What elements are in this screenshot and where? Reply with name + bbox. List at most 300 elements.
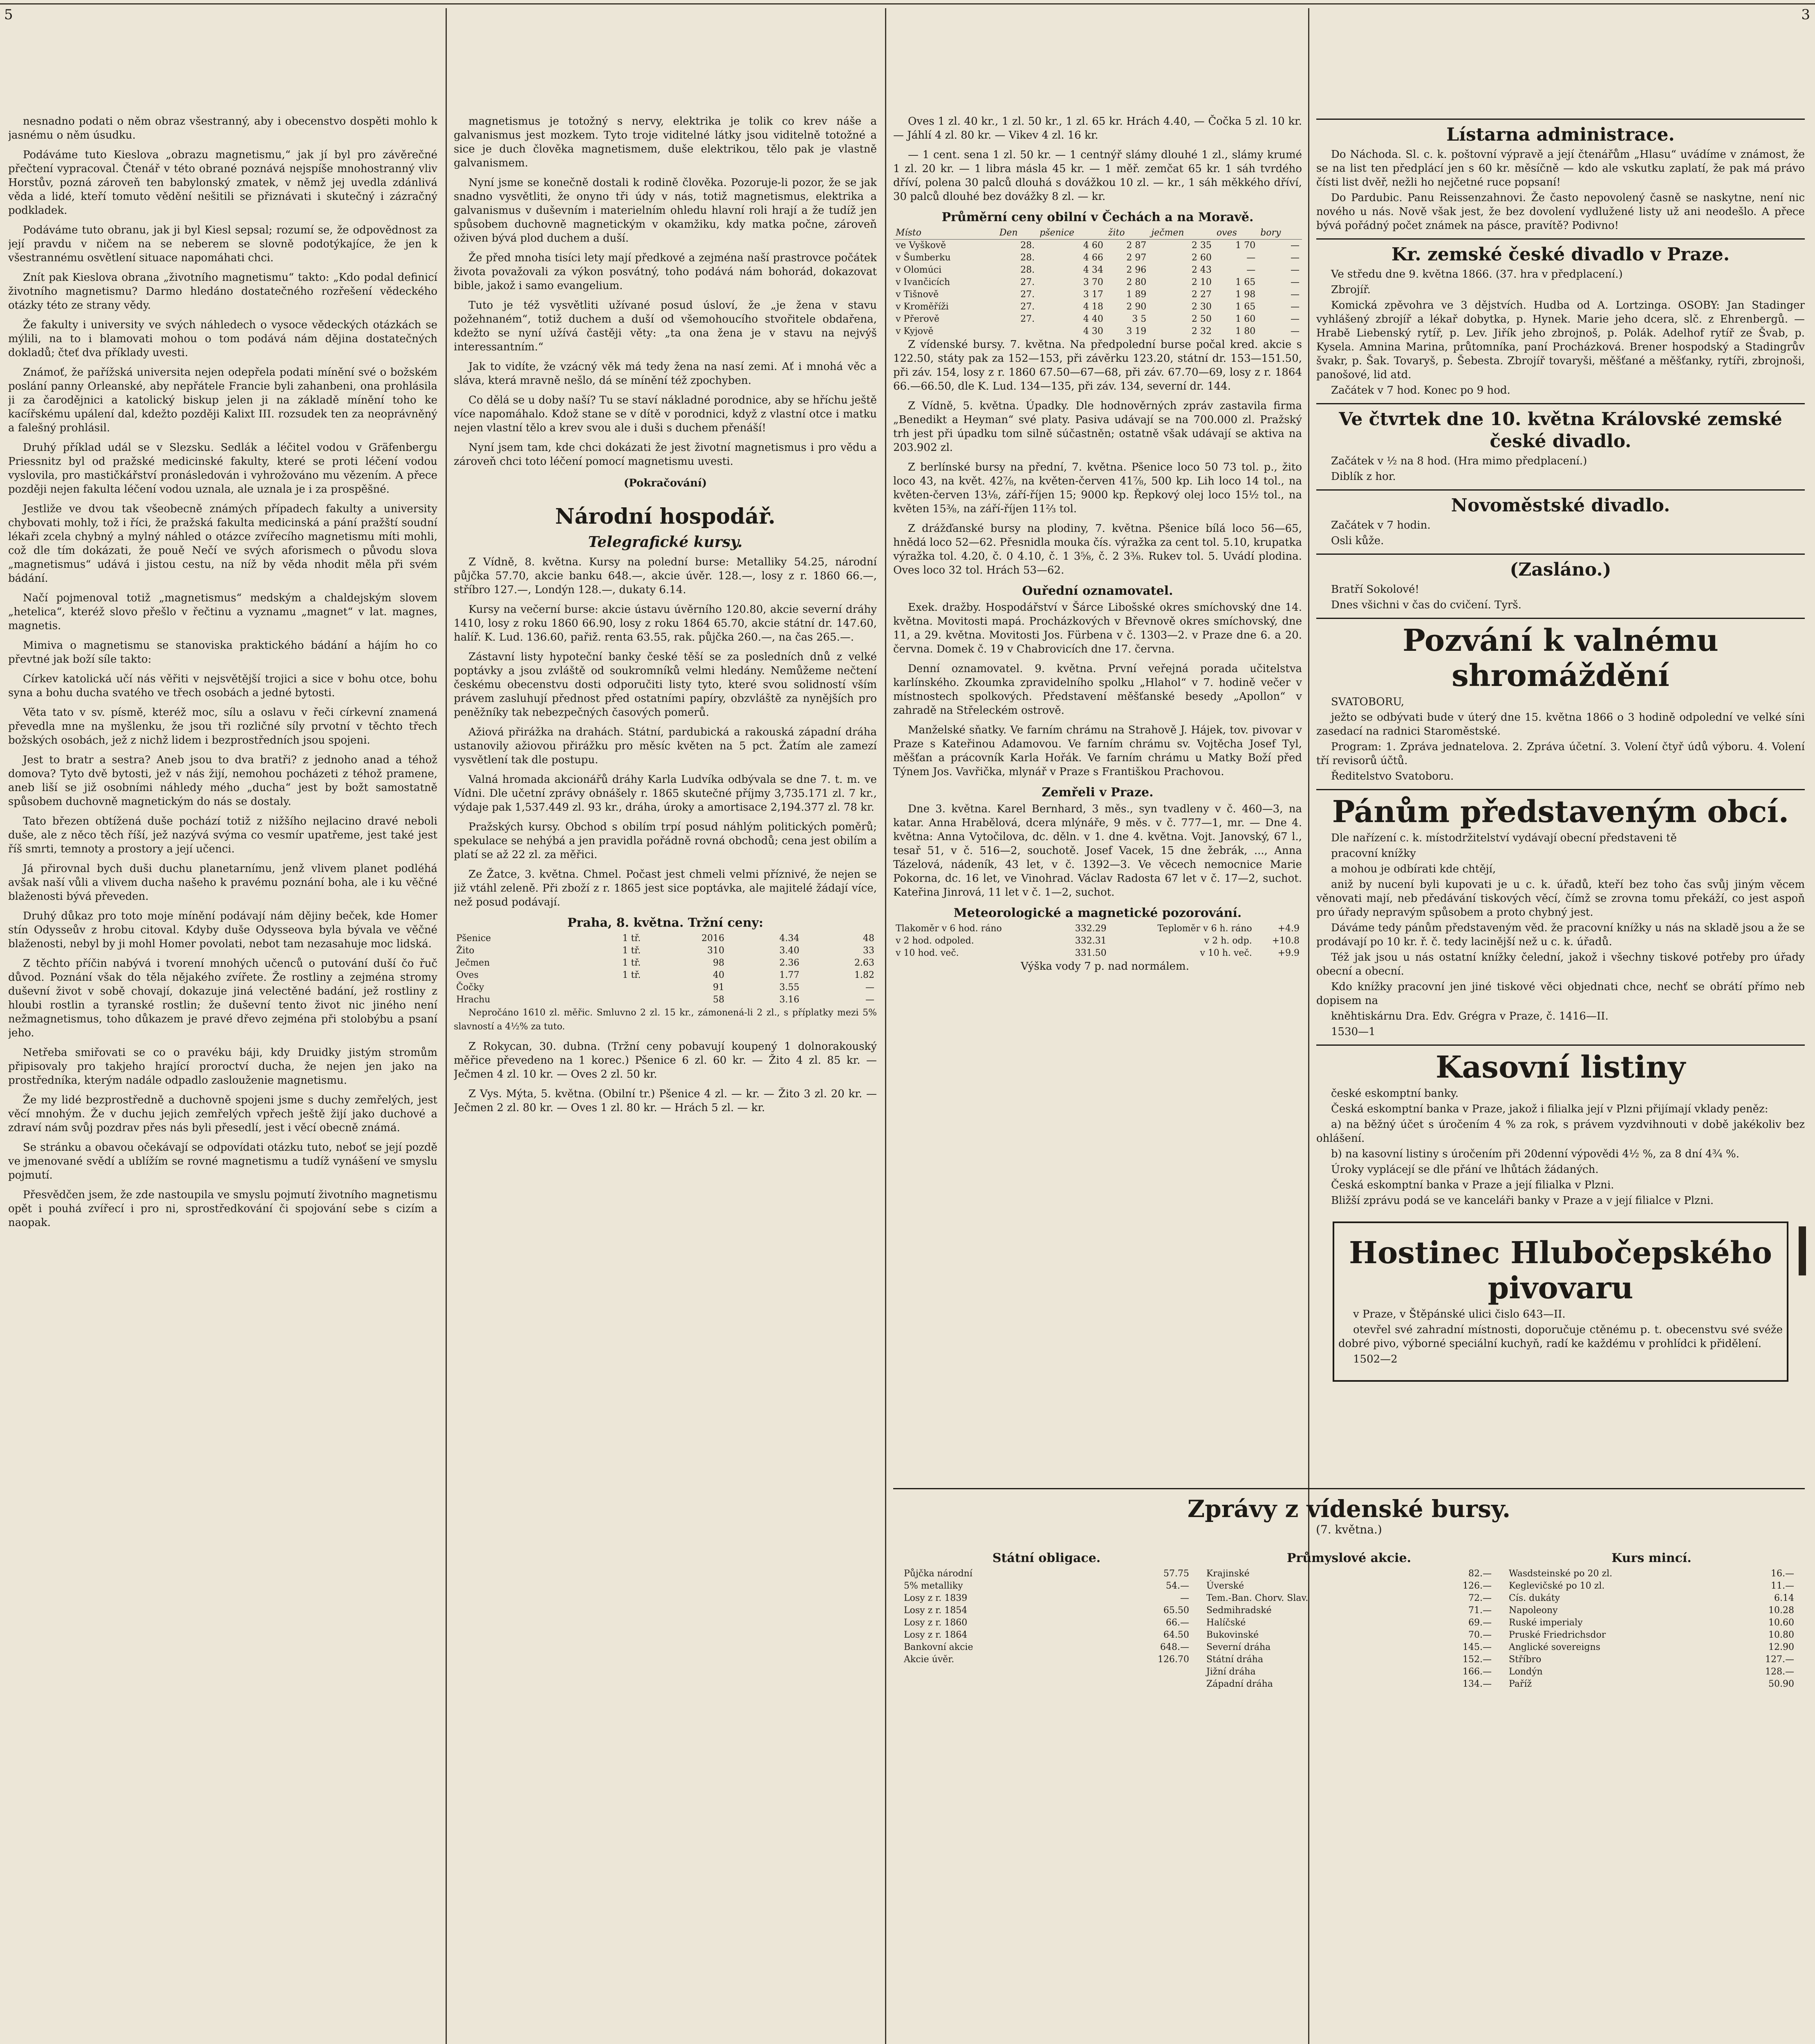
bourse-row-cell: Wasdsteinské po 20 zl. (1509, 1569, 1613, 1579)
announcement-paragraph: Exek. dražby. Hospodářství v Šárce Libošské okres smíchovský dne 14. května. Movitosti mapá. Procházkových v Břevnově okres smíchovský, dne 11, a 29. května. Movitosti Jos. Fürbena v č. 1303—2. v Praze dne 6. a 20. června. Domek č. 19 v Chabrovicích dne 17. června. (893, 601, 1302, 655)
market-row (454, 945, 877, 957)
weather-table (893, 923, 1302, 959)
bourse-row-cell: 145.— (1463, 1642, 1492, 1652)
advertisement-line: české eskomptní banky. (1331, 1087, 1459, 1100)
advertisement-line: b) na kasovní listiny s úročením při 20denní výpovědi 4½ %, za 8 dní 4¾ %. (1331, 1148, 1739, 1160)
bourse-row-cell: Napoleony (1509, 1605, 1558, 1616)
grain-price-row-cell: 3 5 (1132, 314, 1147, 324)
market-row-cell: 40 (713, 970, 724, 980)
advertisement-line: Program: 1. Zpráva jednatelova. 2. Zpráva účetní. 3. Volení čtyř údů výboru. 4. Volení tří revisorů účtů. (1316, 741, 1805, 767)
bourse-row-cell: 69.— (1468, 1618, 1492, 1628)
article-paragraph: Znít pak Kieslova obrana „životního magnetismu“ takto: „Kdo podal definicí životního magnetismu? Darmo hledáno dostatečného rozřešení vědeckého otázky této ze strany vědy. (8, 271, 437, 312)
market-row-cell: — (865, 982, 874, 993)
advertisement-line: Kdo knížky pracovní jen jiné tiskové věci objednati chce, nechť se obrátí přímo neb dopisem na (1316, 981, 1805, 1007)
bourse-row-cell: Tem.-Ban. Chorv. Slav. (1206, 1593, 1309, 1603)
bourse-row (901, 1629, 1192, 1641)
article-paragraph: Co dělá se u doby naší? Tu se staví nákladné porodnice, aby se hříchu ještě více napomáhalo. Kdož stane se v dítě v porodnici, když z vlastní otce i matku nejen vlastní tělo a krev svou ale i duši s duchem přenáší! (454, 394, 877, 434)
exchange-reports (893, 338, 1302, 577)
grain-prices-header-cell: oves (1214, 227, 1258, 240)
grain-prices-table (893, 227, 1302, 338)
advertisement-title: Novoměstské divadlo. (1451, 495, 1670, 516)
grain-price-row-cell: 4 30 (1083, 326, 1103, 336)
grain-price-row-cell: 2 30 (1191, 302, 1212, 312)
grain-price-row-cell: — (1291, 240, 1300, 251)
bourse-row-cell: — (1180, 1593, 1189, 1603)
bourse-row-cell: 16.— (1771, 1569, 1794, 1579)
market-row-cell: 1 tř. (622, 933, 641, 944)
bourse-row (1204, 1678, 1494, 1690)
article-paragraph: Jestliže ve dvou tak všeobecně známých případech fakulty a university chybovati mohly, tož i říci, že pražská fakulta medicinská a pání pražští soudní lékaři zcela chybný a mylný náhled o otázce zvířecího magnetismu míti mohli, což dle tím dokázati, že pouě Nečí ve svých aforismech o původu slova „magnetismus“ udává i jistou cestu, na níž by věda nhodit měla při svém bádání. (8, 503, 437, 585)
market-row-cell: Oves (456, 970, 479, 980)
grain-price-row-cell: v Ivančicích (896, 277, 950, 287)
grain-prices-header-cell: ječmen (1149, 227, 1214, 240)
article-paragraph: Tato březen obtížená duše pochází totiž z nižšího nejlacino dravé neboli duše, ale z něco těch říší, jež nazývá svýma co vesmír upatřeme, jest také jest říš smrti, temnoty a prostory a její učenci. (8, 815, 437, 855)
bourse-row (1204, 1592, 1494, 1605)
market-row-cell: 3.40 (779, 946, 800, 956)
bourse-row-cell: Pruské Friedrichsdor (1509, 1630, 1606, 1640)
market-row-cell: 1 tř. (622, 946, 641, 956)
bourse-row-cell: Bukovinské (1206, 1630, 1259, 1640)
article-paragraph: nesnadno podati o něm obraz všestranný, aby i obecenstvo dospěti mohlo k jasnému o něm úsudku. (8, 115, 437, 141)
bourse-row-cell: 127.— (1765, 1654, 1794, 1665)
article-paragraph: Podáváme tuto obranu, jak ji byl Kiesl sepsal; rozumí se, že odpovědnost za její pravdu v ničem na se neberem se slovně podotýkajíce, že jen k všestrannému osvětlení situace napomáhati chci. (8, 224, 437, 264)
market-row-cell: Hrachu (456, 995, 491, 1005)
market-row-cell: 3.16 (779, 995, 800, 1005)
advertisement-line: Začátek v 7 hodin. (1331, 519, 1431, 531)
grain-price-row-cell: 3 19 (1126, 326, 1147, 336)
grain-price-row-cell: 27. (1020, 302, 1035, 312)
weather-row-cell: +9.9 (1277, 948, 1300, 958)
weather-row (893, 947, 1302, 959)
advertisement-line: Začátek v ½ na 8 hod. (Hra mimo předplacení.) (1331, 455, 1587, 467)
article-paragraph: magnetismus je totožný s nervy, elektrika je tolik co krev náše a galvanismus jest mozkem. Tyto troje viditelné látky jsou viditelně totožné a sice je duch člověka magnetismem, duše elektrikou, tělo pak je vlastně galvanismem. (454, 115, 877, 169)
grain-price-row (893, 264, 1302, 276)
weather-row-cell: 331.50 (1075, 948, 1107, 958)
grain-price-row-cell: 2 32 (1191, 326, 1212, 336)
article-paragraph: Jest to bratr a sestra? Aneb jsou to dva bratři? z jednoho anad a téhož domova? Tyto dvě bytosti, jež v nás žijí, nemohou pocházeti z téhož pramene, aneb liší se již osobními náhledy mého „ducha“ jest by božt samostatně spůsobem duchovně magnetickým do nás se dostaly. (8, 754, 437, 808)
market-row-cell (573, 982, 643, 994)
advertisement-line: Diblík z hor. (1331, 471, 1396, 483)
grain-price-row (893, 301, 1302, 313)
article-paragraph: Věta tato v sv. písmě, kteréž moc, sílu a oslavu v řeči církevní znamená převedla mne na myšlenku, že jsou tři rozličné síly prvotní v těchto třech božských osobách, jež z nichž lidem i bezprostředních jsou spojeni. (8, 706, 437, 746)
grain-price-row-cell: 1 98 (1235, 289, 1256, 300)
grain-price-row-cell: — (1246, 265, 1256, 275)
bourse-row (901, 1580, 1192, 1592)
bourse-row-cell: Sedmihradské (1206, 1605, 1272, 1616)
grain-price-row-cell: 1 65 (1235, 302, 1256, 312)
market-row (454, 932, 877, 945)
column-1 (8, 114, 437, 2044)
advertisement (1316, 403, 1805, 489)
bourse-row-cell: Cís. dukáty (1509, 1593, 1560, 1603)
advertisement (1316, 1044, 1805, 1213)
bourse-row (1506, 1666, 1797, 1678)
bourse-row-cell: Losy z r. 1860 (904, 1618, 968, 1628)
weather-row-cell: v 2 h. odp. (1204, 936, 1252, 946)
grain-price-row-cell: 28. (1020, 253, 1035, 263)
article-paragraph: Já přirovnal bych duši duchu planetarnímu, jenž vlivem planet podléhá avšak naší vůli a vlivem ducha našeho k pravému poznání boha, ale i ku věčné blaženosti bývá převeden. (8, 863, 437, 903)
grain-price-row-cell: — (1291, 289, 1300, 300)
grain-price-row-cell: 4 66 (1083, 253, 1103, 263)
market-row-cell: 1 tř. (622, 970, 641, 980)
market-row-cell: 48 (863, 933, 874, 944)
grain-prices-header-cell: Den (997, 227, 1037, 240)
grain-price-row-cell: 3 70 (1083, 277, 1103, 287)
advertisement-line: Úroky vyplácejí se dle přání ve lhůtách žádaných. (1331, 1163, 1599, 1176)
market-row-cell: 91 (713, 982, 724, 993)
market-row-cell: 1.82 (854, 970, 874, 980)
telegraph-paragraph: Z Vídně, 8. května. Kursy na polední burse: Metalliky 54.25, národní půjčka 57.70, akcie banku 648.—, akcie úvěr. 128.—, losy z r. 1860 66.—, stříbro 127.—, Londýn 128.—, dukaty 6.14. (454, 556, 877, 596)
bourse-row-cell: Akcie úvěr. (904, 1654, 955, 1665)
economy-paragraph: Zástavní listy hypoteční banky české těší se za posledních dnů z velké poptávky a jsou zvláště od soukromníků velmi hledány. Nemůžeme nečtení českému obecenstvu dosti odporučiti listy tyto, které svou solidností vším právem zasluhují přednost před ostatními papíry, obzvláště za nynějších pro peněžníky tak nebezpečných časových pomerů. (454, 651, 877, 719)
bourse-row-cell: 11.— (1771, 1581, 1794, 1591)
grain-price-row (893, 325, 1302, 338)
telegraph-courses (454, 555, 877, 644)
feuilleton-continuation-label: (Pokračování) (623, 477, 707, 489)
grain-price-row-cell: 4 40 (1083, 314, 1103, 324)
advertisement-title: Pánům představeným obcí. (1332, 794, 1789, 829)
market-row-cell: 2.63 (854, 958, 874, 968)
bourse-row-cell: 50.90 (1768, 1679, 1794, 1689)
regional-markets (454, 1040, 877, 1115)
market-prices-title: Praha, 8. května. Tržní ceny: (567, 916, 764, 930)
economy-paragraph: Valná hromada akcionářů dráhy Karla Ludvíka odbývala se dne 7. t. m. ve Vídni. Dle učetní zprávy obnášely r. 1865 skutečné příjmy 3,735.171 zl. 7 kr., výdaje pak 1,537.449 zl. 93 kr., dráha, úroky a amortisace 2,194.377 zl. 78 kr. (454, 773, 877, 814)
grain-price-row-cell: 1 65 (1235, 277, 1256, 287)
economy-paragraph: Ažiová přirážka na drahách. Státní, pardubická a rakouská západní dráha ustanovily ažiovou přirážku pro měsíc květen na 5 pct. Žatím ale zamezí vysvětlení tak dle postupu. (454, 726, 877, 766)
feuilleton-magnetism (8, 114, 437, 1230)
article-paragraph: Že fakulty i university ve svých náhledech o vysoce vědeckých otázkách se mýlili, na to i blamovati mohou o tom podává nám dějina dostatečných dokladů; čteť dva příklady uvesti. (8, 319, 437, 359)
bourse-row-cell: 126.70 (1158, 1654, 1189, 1665)
article-paragraph: Církev katolická učí nás věřiti v nejsvětější trojici a sice v bohu otce, bohu syna a bohu ducha svatého ve třech osobách a jedné bytosti. (8, 673, 437, 699)
grain-price-row-cell: — (1291, 326, 1300, 336)
telegraph-paragraph: Kursy na večerní burse: akcie ústavu úvěrního 120.80, akcie severní dráhy 1410, losy z roku 1860 66.90, losy z roku 1864 65.70, akcie státní dr. 147.60, halíř. K. Lud. 136.60, pařiž. renta 63.55, rak. půjčka 260.—, na čas 265.—. (454, 603, 877, 643)
advertisement-line: Komická zpěvohra ve 3 dějstvích. Hudba od A. Lortzinga. OSOBY: Jan Stadinger vyhlášený zbrojíř a lékař dobytka, p. Hynek. Marie jeho dcera, slč. z Ehrenbergů. — Hrabě Liebenský rytíř, p. Lev. Jiřík jeho zbrojnoš, p. Polák. Adelhof rytíř ze Švab, p. Kysela. Amnina Marina, průtomníka, paní Procházková. Brener hospodský a Stadingrův švakr, p. Šak. Tovaryš, p. Šebesta. Zbrojíř tovaryši, měšťané a měšťanky, rytíři, zbrojnoši, panošové, lid atd. (1316, 299, 1805, 381)
article-paragraph: Že my lidé bezprostředně a duchovně spojeni jsme s duchy zemřelých, jest věcí mnohým. Že v duchu jejich zemřelých vpřech ještě žijí jako duchové a zdraví nám svůj pozdrav přes nás byli přesedlí, jest i věcí obecně známá. (8, 1094, 437, 1134)
advertisement-line: aniž by nucení byli kupovati je u c. k. úřadů, kteří bez toho čas svůj jiným věcem věnovati mají, neb předávání tiskových věcí, čímž se zrovna tomu překáží, co jest aspoň pro úřady nepravým spůsobem a proto chybný jest. (1316, 879, 1805, 919)
advertisement-title: Kr. zemské české divadlo v Praze. (1391, 244, 1730, 265)
column-rule-1 (446, 8, 447, 2044)
advertisement-title: Kasovní listiny (1436, 1050, 1685, 1085)
grain-price-row-cell: — (1291, 265, 1300, 275)
advertisement-line: Bratří Sokolové! (1331, 583, 1419, 596)
advertisement-line: Do Pardubic. Panu Reissenzahnovi. Že často nepovolený časně se naskytne, není nic nového u nás. Nově však jest, že bez dovolení vydlužené listy už ani neodešlo. A přece bývá pořádný počet známek na pásce, pravítě? Podivno! (1316, 192, 1805, 232)
grain-price-row-cell: v Šumberku (896, 253, 951, 263)
announcement-paragraph: Manželské sňatky. Ve farním chrámu na Strahově J. Hájek, tov. pivovar v Praze s Kateřinou Adamovou. Ve farním chrámu sv. Vojtěcha Josef Tyl, měšťan a prácovník Karla Hořák. Ve farním chrámu u Matky Boží před Týnem Jos. Vavřička, mlynář v Praze s Františkou Prachovou. (893, 724, 1302, 778)
advertisement-line: Ve středu dne 9. května 1866. (37. hra v předplacení.) (1331, 268, 1623, 280)
grain-price-row-cell: 2 10 (1191, 277, 1212, 287)
advertisement (1316, 789, 1805, 1044)
bourse-row-cell: 152.— (1463, 1654, 1492, 1665)
grain-price-row-cell: 1 80 (1235, 326, 1256, 336)
deaths-heading: Zemřeli v Praze. (1042, 785, 1154, 800)
weather-row (893, 923, 1302, 935)
grain-price-row-cell: v Tišnově (896, 289, 939, 300)
bourse-row (1506, 1605, 1797, 1617)
economy-paragraph: Ze Žatce, 3. května. Chmel. Počast jest chmeli velmi příznivé, že nejen se již vtáhl zeleně. Při zboží z r. 1865 jest sice poptávka, ale majitelé žádají více, než posud podávají. (454, 868, 877, 908)
bourse-row (901, 1592, 1192, 1605)
advertisement-line: SVATOBORU, (1331, 696, 1405, 708)
grain-price-row-cell: 27. (1020, 314, 1035, 324)
market-paragraph: Z Rokycan, 30. dubna. (Tržní ceny pobavují koupený 1 dolnorakouský měřice převedeno na 1 korec.) Pšenice 6 zl. 60 kr. — Žito 4 zl. 85 kr. — Ječmen 4 zl. 10 kr. — Oves 2 zl. 50 kr. (454, 1040, 877, 1080)
advertisement (1333, 1221, 1788, 1382)
advertisement (1316, 238, 1805, 403)
advertisement-line: Bližší zprávu podá se ve kanceláři banky v Praze a v její filialce v Plzni. (1331, 1195, 1714, 1207)
advertisement-title: Ve čtvrtek dne 10. května Královské zemské české divadlo. (1339, 409, 1782, 452)
grain-prices-heading: Průměrní ceny obilní v Čechách a na Moravě. (941, 210, 1254, 224)
grain-price-row-cell: 2 90 (1126, 302, 1147, 312)
grain-prices-header (893, 227, 1302, 240)
column-rule-2 (885, 8, 886, 2044)
grain-prices-header-cell: bory (1258, 227, 1302, 240)
page-corner-left: 5 (4, 7, 13, 23)
bourse-row-cell: Jižní dráha (1206, 1667, 1256, 1677)
advertisement (1316, 489, 1805, 554)
bourse-row-cell: 10.60 (1768, 1618, 1794, 1628)
feuilleton-continued (454, 114, 877, 468)
bourse-row-cell: Losy z r. 1864 (904, 1630, 968, 1640)
bourse-row-cell: 66.— (1166, 1618, 1189, 1628)
grain-price-row-cell: 1 70 (1235, 240, 1256, 251)
market-row (454, 957, 877, 969)
bourse-row-cell: Losy z r. 1854 (904, 1605, 968, 1616)
grain-price-row-cell: 28. (1020, 265, 1035, 275)
bourse-row (1204, 1629, 1494, 1641)
bourse-row (1204, 1568, 1494, 1580)
article-paragraph: Netřeba smiřovati se co o pravéku báji, kdy Druidky jistým stromům připisovaly pro takjeho hrající proroctví ducha, že nejen jen jako na prostředníka, kterým nadále odpadlo zaslouženie magnetismu. (8, 1047, 437, 1087)
bourse-row (1204, 1654, 1494, 1666)
bourse-column-b (1204, 1544, 1494, 1690)
market-row (454, 982, 877, 994)
advertisement-line: Česká eskomptní banka v Praze a její filialka v Plzni. (1331, 1179, 1614, 1191)
grain-price-row-cell: — (1246, 253, 1256, 263)
bourse-row-cell: 54.— (1166, 1581, 1189, 1591)
weather-row-cell: Teploměr v 6 h. ráno (1157, 923, 1252, 934)
advertisement-line: Zbrojíř. (1331, 284, 1371, 296)
bourse-row-cell: 126.— (1463, 1581, 1492, 1591)
grain-price-row-cell: — (1291, 277, 1300, 287)
market-row-cell: 1.77 (779, 970, 800, 980)
weather-heading: Meteorologické a magnetické pozorování. (953, 906, 1242, 920)
advertisement-line: pracovní knížky (1331, 847, 1416, 860)
page-corner-right: 3 (1801, 7, 1810, 23)
bourse-row (1506, 1617, 1797, 1629)
article-paragraph: Podáváme tuto Kieslova „obrazu magnetismu,“ jak jí byl pro závěrečné přečtení vypracoval. Čtenář v této obrané poznává nejspíše mnohostranný vliv Horstův, pozná zároveň ten babylonský zmatek, v němž jej uvedla zdánlivá věda a lidé, kteří tomuto vědění nešitili se přiznávati i skutečný i zázračný podkladek. (8, 149, 437, 217)
market-row-cell: 310 (707, 946, 724, 956)
article-paragraph: Nyní jsme se konečně dostali k rodině člověka. Pozoruje-li pozor, že se jak snadno vysvětliti, že onyno tři údy v nás, totiž magnetismus, elektrika a galvanismus v duševním i materielním ohledu hlavní roli hrají a že tudíž jen spůsobem duchovně magnetickým v okamžiku, kdy matka počne, zároveň oživen bývá plod duchem a duší. (454, 177, 877, 244)
bourse-row (901, 1641, 1192, 1654)
advertisement (1316, 618, 1805, 789)
article-paragraph: Nyní jsem tam, kde chci dokázati že jest životní magnetismus i pro vědu a zároveň chci toto léčení pomocí magnetismu uvesti. (454, 442, 877, 468)
market-row-cell: 4.34 (779, 933, 800, 944)
bourse-row-cell: 70.— (1468, 1630, 1492, 1640)
grain-price-row-cell: 2 96 (1126, 265, 1147, 275)
grain-price-row-cell: 2 80 (1126, 277, 1147, 287)
grain-price-row-cell: 2 50 (1191, 314, 1212, 324)
advertisement-title: (Zasláno.) (1510, 559, 1611, 580)
grain-price-row-cell: v Olomúci (896, 265, 942, 275)
grain-price-row-cell: 2 35 (1191, 240, 1212, 251)
market-row-cell: Ječmen (456, 958, 490, 968)
official-announcer-heading: Ouřední oznamovatel. (1022, 584, 1173, 598)
grain-prices-header-cell: pšenice (1037, 227, 1106, 240)
grain-price-row-cell: 2 87 (1126, 240, 1147, 251)
bourse-row-cell: 6.14 (1774, 1593, 1794, 1603)
grain-price-row-cell: v Kyjově (896, 326, 934, 336)
market-note: — 1 cent. sena 1 zl. 50 kr. — 1 centnýř slámy dlouhé 1 zl., slámy krumé 1 zl. 20 kr. — 1 libra másla 45 kr. — 1 měř. zemčat 65 kr. 1 sáh tvrdého dříví, polena 30 palců dlouhá s dovážkou 10 zl. — kr., 1 sáh měkkého dříví, 30 palců dlouhé bez dovážky 8 zl. — kr. (893, 149, 1302, 203)
weather-row-cell: v 2 hod. odpoled. (896, 936, 974, 946)
bourse-row (901, 1568, 1192, 1580)
bourse-row (1204, 1641, 1494, 1654)
announcement-paragraph: Denní oznamovatel. 9. května. První veřejná porada učitelstva karlínského. Zkoumka zpravidelního spolku „Hlahol“ v 7. hodině večer v místnostech spolkových. Představení měšťanské besedy „Apollon“ v zahradě na Střeleckém ostrově. (893, 663, 1302, 717)
exchange-paragraph: Z vídenské bursy. 7. května. Na předpolední burse počal kred. akcie s 122.50, státy pak za 152—153, při závěrku 123.20, státní dr. 153—151.50, při záv. 154, losy z r. 1860 67.50—67—68, při záv. 67.70—69, losy z r. 1864 66.—66.50, dle K. Lud. 134—135, při záv. 134, severní dr. 144. (893, 338, 1302, 392)
grain-prices-header-cell: Místo (893, 227, 997, 240)
bourse-row-cell: Halíčské (1206, 1618, 1246, 1628)
bourse-row-cell: Bankovní akcie (904, 1642, 973, 1652)
bourse-row-cell: Ruské imperialy (1509, 1618, 1583, 1628)
bourse-row (1506, 1678, 1797, 1690)
market-row-cell: Žito (456, 946, 475, 956)
bourse-row-cell: 10.28 (1768, 1605, 1794, 1616)
market-row-cell: Čočky (456, 982, 484, 993)
telegraph-heading: Telegrafické kursy. (588, 533, 743, 551)
exchange-paragraph: Z drážďanské bursy na plodiny, 7. května. Pšenice bílá loco 56—65, hnědá loco 52—62. Přesnidla mouka čís. výražka za cent tol. 5.10, krupatka výražka tol. 4.20, č. 0 4.10, č. 1 3⅝, č. 2 3⅜. Rukev tol. 5. Uvádí plodina. Oves loco 32 tol. Hrách 53—62. (893, 522, 1302, 576)
weather-row-cell: 332.31 (1075, 936, 1107, 946)
article-paragraph: Druhý příklad udál se v Slezsku. Sedlák a léčitel vodou v Gräfenbergu Priessnitz byl od pražské medicinské fakulty, které se proti léčení vodou vyslovila, pro mastičkářství pronásledován i vyhrožováno mu vězením. A přece později nejen fakulta léčení vodou uznala, ale uznala je i za prospěšné. (8, 442, 437, 495)
grain-price-row (893, 252, 1302, 264)
weather-row-cell: Tlakoměr v 6 hod. ráno (896, 923, 1002, 934)
top-rule (0, 3, 1815, 4)
bourse-row-cell: Losy z r. 1839 (904, 1593, 968, 1603)
grain-price-row-cell: 4 34 (1083, 265, 1103, 275)
market-prices-table (454, 932, 877, 1006)
grain-price-row (893, 276, 1302, 289)
grain-price-row (893, 313, 1302, 325)
market-row-cell: 33 (863, 946, 874, 956)
economy-news (454, 650, 877, 909)
article-paragraph: Se stránku a obavou očekávají se odpovídati otázku tuto, neboť se její pozdě ve jmenované svědí a ublížím se rovné magnetismu a tudíž vynášení ve smyslu pojmutí. (8, 1141, 437, 1181)
column-4-ads (1316, 119, 1805, 1468)
advertisement-line: ježto se odbývati bude v úterý dne 15. května 1866 o 3 hodině odpolední ve velké síni zasedací na radnici Staroměstské. (1316, 711, 1805, 737)
grain-price-row-cell: — (1291, 314, 1300, 324)
grain-price-row (893, 289, 1302, 301)
bourse-row-cell: 128.— (1765, 1667, 1794, 1677)
market-row-cell: 2.36 (779, 958, 800, 968)
bourse-row-cell: 10.80 (1768, 1630, 1794, 1640)
market-row (454, 969, 877, 982)
article-paragraph: Tuto je též vysvětliti užívané posud úsloví, že „je žena v stavu požehnaném“, totiž duchem a duší od všemohoucího stvořitele obdařena, kdežto se nyní užívá častěji věty: „ta ona žena je v stavu na nejvýš interessantním.“ (454, 299, 877, 353)
economy-paragraph: Pražských kursy. Obchod s obilím trpí posud náhlým politických poměrů; spekulace se nehýbá a jen pravidla pořádně rovná obchodů; cena jest obilím a platí se až 22 zl. za měřici. (454, 821, 877, 861)
bourse-row-cell: Paříž (1509, 1679, 1532, 1689)
grain-price-row-cell: v Kroměříži (896, 302, 949, 312)
bourse-row-cell: 5% metalliky (904, 1581, 963, 1591)
advertisement-line: Do Náchoda. Sl. c. k. poštovní výpravě a její čtenářům „Hlasu“ uvádíme v známost, že se na list ten předplácí jen s 60 kr. měsíčně — kdo ale vskutku zaplatí, že pak má právo čísti list dvěř, nežli ho nejčetné ruce popsaní! (1316, 148, 1805, 188)
article-paragraph: Druhý důkaz pro toto moje mínění podávají nám dějiny beček, kde Homer stín Odysseův z hrobu citoval. Kdyby duše Odysseova byla bývala ve věčné blaženosti, nebyl by ji mohl Homer povolati, nebot tam nezasahuje moc lidská. (8, 910, 437, 950)
advertisements (1316, 119, 1805, 1382)
bourse-row-cell: Anglické sovereigns (1509, 1642, 1600, 1652)
deaths-list: Dne 3. května. Karel Bernhard, 3 měs., syn tvadleny v č. 460—3, na katar. Anna Hrabělová, dcera mlýnáře, 9 měs. v č. 777—1, mr. — Dne 4. května: Anna Vytočilova, dc. děln. v 1. dne 4. května. Vojt. Janovský, 67 l., tesař 51, v č. 516—2, souchotě. Josef Vacek, 15 dne žebrák, ..., Anna Tázelová, nádeník, 43 let, v č. 1392—3. Ve věcech nemocnice Marie Pokorna, dc. 16 let, ve Vinohrad. Václav Radosta 67 let v č. 17—2, suchot. Kateřina Jinrová, 11 let v č. 1—2, suchot. (893, 803, 1302, 899)
article-paragraph: Jak to vidíte, že vzácný věk má tedy žena na nasí zemi. Ať i mnohá věc a sláva, která mravně nešlo, dá se mínění též zpochyben. (454, 361, 877, 387)
bourse-row-cell: 82.— (1468, 1569, 1492, 1579)
weather-row-cell: v 10 h. več. (1200, 948, 1252, 958)
weather-row-cell: +4.9 (1277, 923, 1300, 934)
advertisement-title: Pozvání k valnému shromáždění (1403, 623, 1719, 693)
official-announcements (893, 601, 1302, 779)
grain-price-row-cell: 2 97 (1126, 253, 1147, 263)
market-row-cell: Pšenice (456, 933, 491, 944)
grain-price-row-cell: ve Vyškově (896, 240, 946, 251)
weather-row-cell: v 10 hod. več. (896, 948, 959, 958)
article-paragraph: Načí pojmenoval totiž „magnetismus“ medským a chaldejským slovem „hetelica“, kteréž slovo přešlo v řečtinu a vyznamu „magnet“ v lat. magnes, magnetis. (8, 592, 437, 632)
advertisement-title: Lístarna administrace. (1446, 124, 1675, 145)
grain-prices-header-cell: žito (1106, 227, 1149, 240)
bourse-row-cell: Londýn (1509, 1667, 1543, 1677)
article-paragraph: Mimiva o magnetismu se stanoviska praktického bádání a hájím ho co převtné jak boží síle takto: (8, 639, 437, 666)
advertisement-line: Osli kůže. (1331, 535, 1384, 547)
bourse-row-cell: 71.— (1468, 1605, 1492, 1616)
advertisement-line: 1502—2 (1353, 1353, 1398, 1365)
bourse-column-c (1506, 1544, 1797, 1690)
grain-price-row-cell: 28. (1020, 240, 1035, 251)
column-2 (454, 114, 877, 2044)
advertisement-line: a) na běžný účet s úročením 4 % za rok, s právem vyzdvihnouti v době jakékoliv bez ohlášení. (1316, 1118, 1805, 1145)
advertisement-line: v Praze, v Štěpánské ulici čislo 643—II. (1353, 1308, 1566, 1320)
bourse-row-cell: 64.50 (1163, 1630, 1189, 1640)
bourse-row-cell: Krajinské (1206, 1569, 1250, 1579)
article-paragraph: Z těchto příčin nabývá i tvorení mnohých učenců o putování duší čo řuč důvod. Poznání však do těla nějakého zvířete. Že rostliny a zejména stromy duševní život v sobě chovají, dokazuje jiná velectěné badání, jež rostliny z hloubi rostlin a tyranské rostlin; že duševní tento život nic jiného není nežmagnetismus, toho důkazem je pravé dřevo zejména při stolobýbu a psaní jeho. (8, 957, 437, 1039)
bourse-row (1506, 1654, 1797, 1666)
bourse-column-b-title: Průmyslové akcie. (1286, 1551, 1412, 1565)
grain-price-row-cell: — (1291, 302, 1300, 312)
bourse-row (1204, 1580, 1494, 1592)
bourse-row-cell: 648.— (1160, 1642, 1189, 1652)
weather-row-cell: +10.8 (1272, 936, 1300, 946)
advertisement-line: Dle nařízení c. k. místodržitelství vydávají obecní představeni tě (1331, 832, 1677, 844)
bourse-row (1204, 1666, 1494, 1678)
grain-price-row-cell: 3 17 (1083, 289, 1103, 300)
bourse-row-cell: Státní dráha (1206, 1654, 1264, 1665)
market-row-cell (573, 994, 643, 1006)
grain-price-row-cell (997, 325, 1037, 338)
bourse-row-cell: 57.75 (1163, 1569, 1189, 1579)
advertisement-line: Ředitelstvo Svatoboru. (1331, 770, 1454, 782)
bourse-row (901, 1654, 1192, 1666)
market-row-cell: 2016 (701, 933, 724, 944)
bourse-row (901, 1605, 1192, 1617)
bourse-row (1506, 1629, 1797, 1641)
market-row (454, 994, 877, 1006)
bourse-subheading: (7. května.) (1316, 1523, 1382, 1536)
bourse-row-cell: Západní dráha (1206, 1679, 1273, 1689)
bourse-column-a-title: Státní obligace. (992, 1551, 1101, 1565)
bourse-row-cell: Stříbro (1509, 1654, 1542, 1665)
advertisement-title: Hostinec Hlubočepského pivovaru (1349, 1235, 1772, 1306)
market-row-cell: 1 tř. (622, 958, 641, 968)
market-note: Oves 1 zl. 40 kr., 1 zl. 50 kr., 1 zl. 65 kr. Hrách 4.40, — Čočka 5 zl. 10 kr. — Jáhlí 4 zl. 80 kr. — Vikev 4 zl. 16 kr. (893, 115, 1302, 141)
bourse-column-a (901, 1544, 1192, 1690)
exchange-paragraph: Z Vídně, 5. května. Úpadky. Dle hodnověrných zpráv zastavila firma „Benedikt a Heyman“ své platy. Pasiva udávají se na 700.000 zl. Pražský trh jest při úpadku tom silně súčastněn; ostatně však udávají se aktiva na 203.902 zl. (893, 400, 1302, 454)
economy-heading: Národní hospodář. (555, 504, 775, 529)
advertisement-line: otevřel své zahradní místnosti, doporučuje ctěnému p. t. obecenstvu své svéže dobré pivo, výborné speciální kuchyň, radí ke každému v prohlídci k přidělení. (1338, 1324, 1783, 1350)
bourse-row-cell: 12.90 (1768, 1642, 1794, 1652)
advertisement-line: a mohou je odbírati kde chtějí, (1331, 863, 1496, 875)
grain-price-row-cell: 27. (1020, 277, 1035, 287)
grain-price-row-cell: 2 27 (1191, 289, 1212, 300)
bourse-row-cell: 134.— (1463, 1679, 1492, 1689)
weather-row (893, 935, 1302, 947)
bourse-row (1506, 1641, 1797, 1654)
grain-price-row-cell: 1 60 (1235, 314, 1256, 324)
market-row-cell: 3.55 (779, 982, 800, 993)
